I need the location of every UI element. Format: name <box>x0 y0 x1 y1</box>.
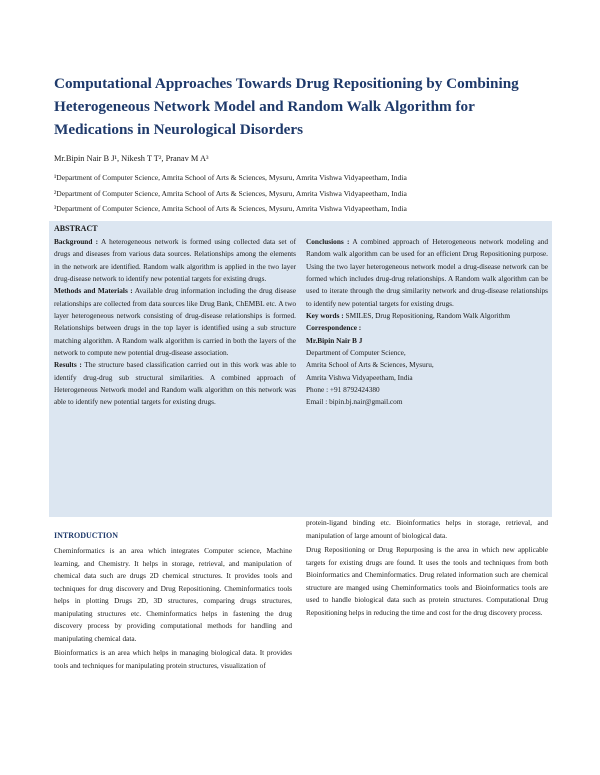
introduction-left-column <box>54 545 292 674</box>
conclusions-label: Conclusions : <box>306 237 350 246</box>
title-line-1: Computational Approaches Towards Drug Repositioning by Combining <box>54 75 519 92</box>
correspondence-line: Department of Computer Science, <box>306 348 406 358</box>
background-text: A heterogeneous network is formed using collected data set of drugs and diseases from various data sources. Relationships among the elements in the network are identified. Random walk algorithm is applied in the two layer drug-disease network to identify new potential targets for existing drugs. <box>54 237 296 284</box>
methods-label: Methods and Materials : <box>54 286 133 296</box>
intro-paragraph: Cheminformatics is an area which integrates Computer science, Machine learning, and Chemistry. It helps in storage, retrieval, and manipulation of chemical data such are drugs 2D chemical structures. It provides tools and techniques for drug discovery and Drug Repositioning. Cheminformatics tools helps in plotting Drugs 2D, 3D structures, comparing drugs structures, manipulating structures etc. Cheminformatics helps in fastening the drug discovery process by providing computational methods for handling and manipulating chemical data. <box>54 546 292 643</box>
results-text: The structure based classification carried out in this work was able to identify drug-drug sub structural similarities. A combined approach of Heterogeneous Network model and Random walk algorithm on this network was able to identify new potential targets for existing drugs. <box>54 360 296 407</box>
correspondence-name: Mr.Bipin Nair B J <box>306 335 363 345</box>
keywords-paragraph <box>306 310 548 322</box>
abstract-right-column <box>306 236 548 409</box>
results-label: Results : <box>54 360 82 370</box>
title-line-3: Medications in Neurological Disorders <box>54 121 304 138</box>
affiliations <box>54 170 407 217</box>
correspondence-phone: Phone : +91 8792424380 <box>306 385 380 395</box>
paper-title <box>54 72 554 141</box>
intro-paragraph: protein-ligand binding etc. Bioinformatics helps in storage, retrieval, and manipulation of large amount of biological data. <box>306 518 548 540</box>
abstract-heading: ABSTRACT <box>54 224 98 233</box>
introduction-right-column <box>306 517 548 621</box>
affiliation-1: ¹Department of Computer Science, Amrita School of Arts & Sciences, Mysuru, Amrita Vishwa Vidyapeetham, India <box>54 173 407 182</box>
correspondence-email: Email : bipin.bj.nair@gmail.com <box>306 397 403 407</box>
author-list: Mr.Bipin Nair B J¹, Nikesh T T², Pranav M A³ <box>54 154 209 163</box>
methods-paragraph <box>54 285 296 359</box>
abstract-left-column <box>54 236 296 409</box>
results-paragraph <box>54 359 296 408</box>
correspondence-line: Amrita School of Arts & Sciences, Mysuru, <box>306 360 434 370</box>
background-paragraph <box>54 236 296 285</box>
correspondence-label: Correspondence : <box>306 323 362 333</box>
intro-paragraph: Bioinformatics is an area which helps in managing biological data. It provides tools and techniques for manipulating protein structures, visualization of <box>54 648 292 670</box>
title-line-2: Heterogeneous Network Model and Random Walk Algorithm for <box>54 98 475 115</box>
introduction-heading: INTRODUCTION <box>54 531 119 540</box>
keywords-label: Key words : <box>306 311 344 321</box>
conclusions-text: A combined approach of Heterogeneous network modeling and Random walk algorithm can be used for an efficient Drug Repositioning purpose. Using the two layer heterogeneous network model a drug-disease network can be formed which includes drug-drug relationships. A Random walk algorithm can be used to iterate through the drug similarity network and drug-disease relationships to identify new potential targets for existing drugs. <box>306 237 548 308</box>
affiliation-2: ²Department of Computer Science, Amrita School of Arts & Sciences, Mysuru, Amrita Vishwa Vidyapeetham, India <box>54 188 407 198</box>
correspondence-line: Amrita Vishwa Vidyapeetham, India <box>306 372 413 382</box>
conclusions-paragraph <box>306 236 548 310</box>
intro-paragraph: Drug Repositioning or Drug Repurposing is the area in which new applicable targets for existing drugs are found. It uses the tools and techniques from both Bioinformatics and Cheminformatics. Drug related information such are chemical structure are manged using Cheminformatics tools and Bioinformatics tools are used to handle biological data such as protein structures. Computational Drug Repositioning helps in reducing the time and cost for the drug discovery process. <box>306 545 548 617</box>
keywords-text: SMILES, Drug Repositioning, Random Walk Algorithm <box>345 311 511 321</box>
affiliation-3: ³Department of Computer Science, Amrita School of Arts & Sciences, Mysuru, Amrita Vishwa Vidyapeetham, India <box>54 204 407 213</box>
background-label: Background : <box>54 237 99 246</box>
methods-text: Available drug information including the drug disease relationships are collected from data sources like Drug Bank, ChEMBL etc. A two layer heterogeneous network consisting of drug-disease relationships is formed. Relationships between drugs in the top layer is identified using a sub structure matching algorithm. A Random walk algorithm is carried in both the layers of the network to compute new potential drug-disease association. <box>54 286 296 358</box>
